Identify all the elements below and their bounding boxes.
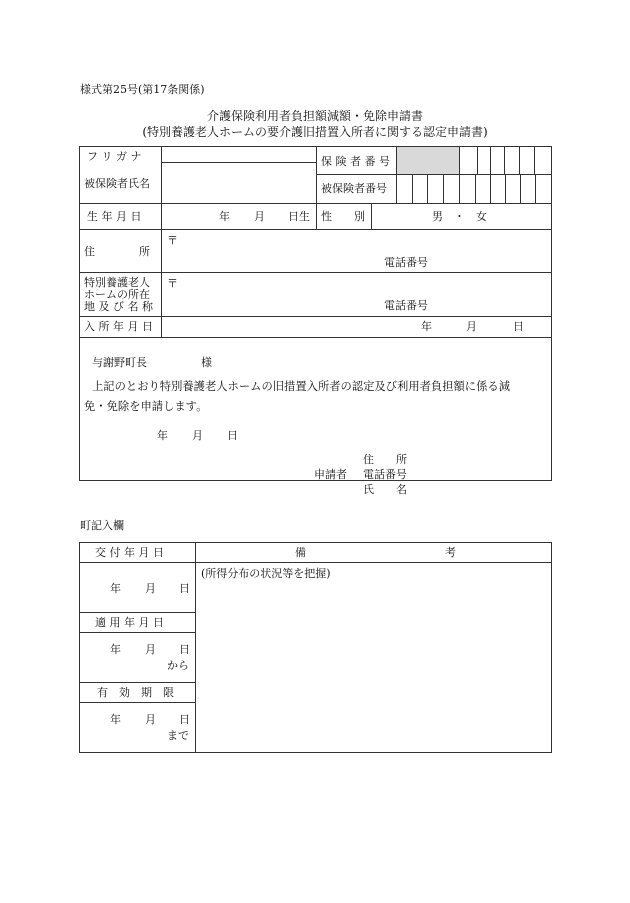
birth-date-label: 生 年 月 日 (87, 210, 142, 223)
birth-day: 日生 (288, 210, 310, 223)
valid-year: 年 (110, 713, 121, 726)
insured-name-field[interactable] (162, 163, 316, 203)
applicant-phone-label: 電話番号 (363, 468, 407, 481)
admission-day: 日 (513, 320, 524, 333)
addressee: 与謝野町長 (92, 356, 147, 369)
admission-date-field[interactable] (162, 317, 551, 337)
birth-month: 月 (254, 210, 265, 223)
remarks-label-b: 考 (445, 546, 456, 559)
issue-year: 年 (110, 582, 121, 595)
form-number: 様式第25号(第17条関係) (80, 83, 205, 96)
address-field[interactable] (180, 232, 550, 270)
application-body-line-2: 免・免除を申請します。 (84, 400, 208, 413)
insured-name-label: 被保険者氏名 (84, 177, 150, 190)
furigana-field[interactable] (162, 147, 316, 162)
apply-year: 年 (110, 643, 121, 656)
issue-date-label: 交 付 年 月 日 (95, 546, 164, 559)
facility-label-2: ホームの所在 (84, 288, 150, 301)
valid-until: まで (167, 729, 189, 742)
issue-month: 月 (145, 582, 156, 595)
application-year: 年 (157, 429, 168, 442)
remarks-note: (所得分布の状況等を把握) (201, 567, 331, 580)
admission-month: 月 (466, 320, 477, 333)
applicant-label: 申請者 (314, 468, 347, 481)
remarks-label-a: 備 (295, 546, 306, 559)
application-body-line-1: 上記のとおり特別養護老人ホームの旧措置入所者の認定及び利用者負担額に係る減 (92, 380, 510, 393)
address-label: 住 所 (84, 245, 150, 258)
application-month: 月 (192, 429, 203, 442)
form-title: 介護保険利用者負担額減額・免除申請書 (206, 109, 423, 123)
admission-date-label: 入 所 年 月 日 (84, 320, 153, 333)
insurer-number-label: 保 険 者 番 号 (321, 155, 390, 168)
birth-year: 年 (219, 210, 230, 223)
insured-number-field[interactable] (397, 175, 551, 203)
apply-date-label: 適 用 年 月 日 (95, 616, 164, 629)
valid-day: 日 (179, 713, 190, 726)
apply-from: から (167, 659, 189, 672)
furigana-label: フ リ ガ ナ (87, 150, 142, 163)
facility-field[interactable] (180, 275, 550, 314)
apply-day: 日 (179, 643, 190, 656)
facility-label-1: 特別養護老人 (84, 276, 150, 289)
apply-month: 月 (145, 643, 156, 656)
insured-number-label: 被保険者番号 (321, 182, 387, 195)
addressee-honorific: 様 (201, 356, 212, 369)
form-subtitle: (特別養護老人ホームの要介護旧措置入所者に関する認定申請書) (142, 125, 488, 139)
issue-day: 日 (179, 582, 190, 595)
facility-postal-mark: 〒 (167, 277, 178, 290)
valid-period-label: 有 効 期 限 (97, 686, 174, 699)
applicant-name-label: 氏 名 (363, 483, 407, 496)
application-day: 日 (227, 429, 238, 442)
sex-options[interactable]: 男 ・ 女 (432, 210, 487, 223)
applicant-address-label: 住 所 (363, 453, 407, 466)
facility-phone-label: 電話番号 (384, 299, 428, 312)
remarks-field[interactable] (196, 563, 551, 752)
admission-year: 年 (421, 320, 432, 333)
address-phone-label: 電話番号 (384, 256, 428, 269)
valid-month: 月 (145, 713, 156, 726)
postal-mark: 〒 (167, 234, 178, 247)
facility-label-3: 地 及 び 名 称 (84, 300, 153, 313)
sex-label: 性 別 (321, 210, 365, 223)
insurer-number-field[interactable] (460, 147, 551, 174)
town-section-heading: 町記入欄 (80, 519, 124, 532)
